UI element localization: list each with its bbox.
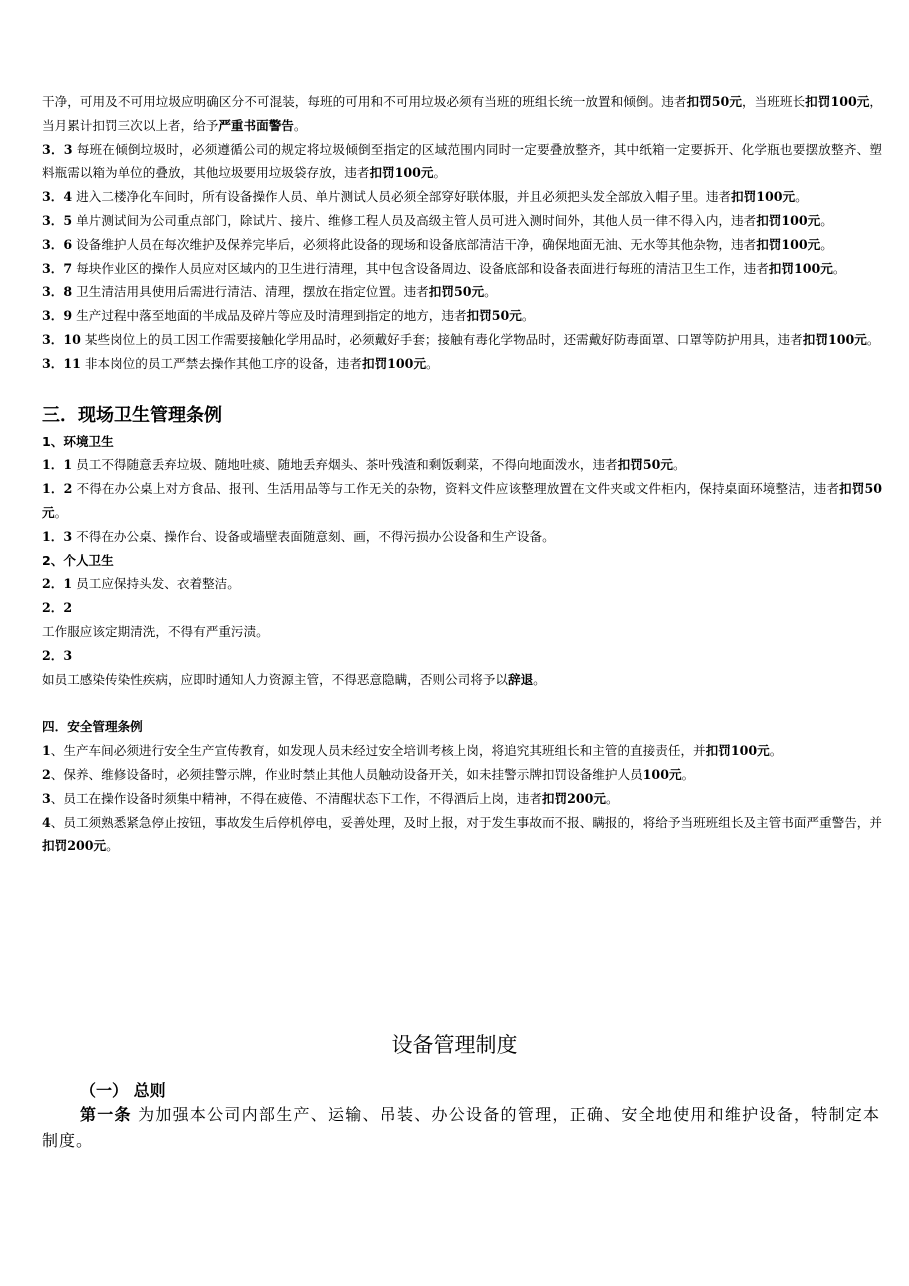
rule-2-3-number: 2．3 [42, 647, 73, 663]
rule-3-11 [42, 352, 882, 376]
text: 。 [832, 260, 846, 276]
text: 。 [426, 355, 439, 371]
text: 每班在倾倒垃圾时，必须遵循公司的规定将垃圾倾倒至指定的区域范围内同时一定要叠放整齐，其中纸箱一定要拆开、化学瓶也要摆放整齐、塑料瓶需以箱为单位的叠放，其他垃圾要用垃圾袋存放，违者 [42, 141, 882, 181]
text: 设备维护人员在每次维护及保养完毕后，必须将此设备的现场和设备底部清洁干净，确保地面无油、无水等其他杂物，违者 [72, 236, 757, 252]
text: 。 [433, 165, 447, 181]
penalty: 扣罚100元 [731, 189, 796, 205]
text: 。 [672, 457, 686, 473]
penalty: 扣罚50元 [686, 94, 742, 109]
penalty: 扣罚50元 [42, 481, 882, 520]
penalty: 扣罚100元 [756, 212, 821, 228]
section-heading-hygiene: 三．现场卫生管理条例 [42, 404, 222, 426]
penalty: 扣罚100元 [361, 355, 427, 371]
penalty: 扣罚100元 [802, 331, 867, 347]
subheading-environment: 1、环境卫生 [42, 433, 114, 449]
text: 、员工须熟悉紧急停止按钮，事故发生后停机停电，妥善处理，及时上报，对于发生事故而不报、瞒报的，将给予当班班组长及主管书面严重警告，并 [50, 814, 882, 830]
paragraph-intro [42, 90, 882, 138]
rule-number: 3．9 [42, 308, 73, 324]
rule-number: 3．10 [42, 331, 81, 347]
penalty: 辞退 [507, 671, 534, 687]
rule-2-1 [42, 572, 882, 596]
safety-rule-3 [42, 787, 882, 811]
text: 。 [106, 838, 119, 854]
text: 进入二楼净化车间时，所有设备操作人员、单片测试人员必须全部穿好联体服，并且必须把头发全部放入帽子里。违者 [72, 189, 732, 205]
article-number: 第一条 [80, 1105, 132, 1124]
text: 单片测试间为公司重点部门，除试片、接片、维修工程人员及高级主管人员可进入测时间外，其他人员一律不得入内，违者 [72, 212, 757, 228]
rule-number: 1．2 [42, 481, 73, 497]
penalty: 扣罚200元 [42, 838, 107, 854]
safety-rule-2 [42, 763, 882, 787]
spacer [42, 376, 882, 400]
text: 某些岗位上的员工因工作需要接触化学用品时，必须戴好手套；接触有毒化学物品时，还需戴好防毒面罩、口罩等防护用具，违者 [80, 331, 803, 347]
text: 。 [866, 331, 880, 347]
text: 。 [820, 236, 833, 252]
text: ，当班班长 [741, 94, 806, 109]
rule-number: 3．11 [42, 355, 81, 371]
penalty: 扣罚100元 [756, 236, 821, 252]
rule-3-5 [42, 209, 882, 233]
rule-1-1 [42, 453, 882, 477]
rule-number: 3．8 [42, 284, 73, 300]
penalty: 扣罚50元 [466, 308, 522, 324]
text: 员工不得随意丢弃垃圾、随地吐痰、随地丢弃烟头、茶叶残渣和剩饭剩菜，不得向地面泼水，违者 [72, 457, 618, 473]
rule-3-10 [42, 328, 882, 352]
rule-2-3-text [42, 668, 882, 692]
document-title: 设备管理制度 [391, 1033, 518, 1057]
text: 。 [769, 743, 783, 759]
penalty: 扣罚200元 [541, 790, 606, 806]
text: 。 [54, 504, 68, 520]
penalty: 扣罚100元 [768, 260, 833, 276]
text: ，当月累计扣罚三次以上者，给予 [42, 94, 883, 133]
penalty: 100元 [642, 766, 682, 782]
penalty: 扣罚100元 [369, 165, 434, 181]
text: 不得在办公桌上对方食品、报刊、生活用品等与工作无关的杂物，资料文件应该整理放置在文件夹或文件柜内，保持桌面环境整洁，违者 [72, 481, 840, 497]
safety-rule-1 [42, 739, 882, 763]
text: 生产过程中落至地面的半成品及碎片等应及时清理到指定的地方，违者 [72, 308, 467, 324]
text: 员工应保持头发、衣着整洁。 [72, 576, 240, 592]
article-1 [42, 1102, 880, 1154]
text: 、员工在操作设备时须集中精神，不得在疲倦、不清醒状态下工作，不得酒后上岗，违者 [50, 790, 542, 806]
rule-3-3 [42, 138, 882, 186]
rule-3-4 [42, 185, 882, 209]
rule-number: 1 [42, 743, 51, 759]
rule-number: 1．3 [42, 528, 73, 544]
safety-rule-4 [42, 811, 882, 859]
section-heading-safety: 四．安全管理条例 [42, 719, 143, 735]
penalty: 严重书面警告 [218, 117, 294, 133]
rule-number: 3．5 [42, 212, 73, 228]
rule-1-3 [42, 525, 882, 549]
text: 。 [484, 284, 497, 300]
spacer [42, 691, 882, 715]
rule-number: 2 [42, 766, 51, 782]
rule-3-8 [42, 280, 882, 304]
text: 、生产车间必须进行安全生产宣传教育，如发现人员未经过安全培训考核上岗，将追究其班组长和主管的直接责任，并 [50, 743, 706, 759]
text: 。 [533, 671, 546, 687]
rule-3-7 [42, 257, 882, 281]
text: 非本岗位的员工严禁去操作其他工序的设备，违者 [80, 355, 362, 371]
rule-number: 4 [42, 814, 51, 830]
text: 。 [820, 212, 833, 228]
penalty: 扣罚50元 [617, 457, 673, 473]
text: 干净，可用及不可用垃圾应明确区分不可混装，每班的可用和不可用垃圾必须有当班的班组长统一放置和倾倒。违者 [42, 94, 687, 109]
rule-number: 3．4 [42, 189, 73, 205]
text: 。 [606, 790, 619, 806]
rule-1-2 [42, 477, 882, 525]
rule-number: 3．7 [42, 260, 73, 276]
text: 。 [681, 766, 695, 782]
rule-2-2-text: 工作服应该定期清洗，不得有严重污渍。 [42, 623, 269, 639]
section-general: （一） 总则 [80, 1081, 166, 1100]
text: 卫生清洁用具使用后需进行清洁、清理，摆放在指定位置。违者 [72, 284, 429, 300]
penalty: 扣罚100元 [705, 743, 770, 759]
rule-number: 3 [42, 790, 51, 806]
text: 。 [293, 117, 307, 133]
text: 。 [521, 308, 535, 324]
text: 。 [795, 189, 808, 205]
penalty: 扣罚100元 [805, 94, 870, 109]
text: 每块作业区的操作人员应对区域内的卫生进行清理，其中包含设备周边、设备底部和设备表面进行每班的清洁卫生工作，违者 [72, 260, 769, 276]
subheading-personal: 2、个人卫生 [42, 552, 114, 568]
penalty: 扣罚50元 [428, 284, 485, 300]
text: 、保养、维修设备时，必须挂警示牌，作业时禁止其他人员触动设备开关，如未挂警示牌扣罚设备维护人员 [50, 766, 643, 782]
text: 如员工感染传染性疾病，应即时通知人力资源主管，不得恶意隐瞒，否则公司将予以 [42, 671, 508, 687]
rule-2-2-number: 2．2 [42, 600, 73, 616]
article-text: 为加强本公司内部生产、运输、吊装、办公设备的管理，正确、安全地使用和维护设备，特制定本制度。 [42, 1105, 880, 1150]
rule-number: 3．3 [42, 141, 73, 157]
rules-body [42, 90, 882, 858]
rule-3-9 [42, 304, 882, 328]
text: 不得在办公桌、操作台、设备或墙壁表面随意刻、画，不得污损办公设备和生产设备。 [72, 528, 555, 544]
rule-number: 2．1 [42, 576, 73, 592]
rule-3-6 [42, 233, 882, 257]
rule-number: 3．6 [42, 236, 73, 252]
rule-number: 1．1 [42, 457, 73, 473]
